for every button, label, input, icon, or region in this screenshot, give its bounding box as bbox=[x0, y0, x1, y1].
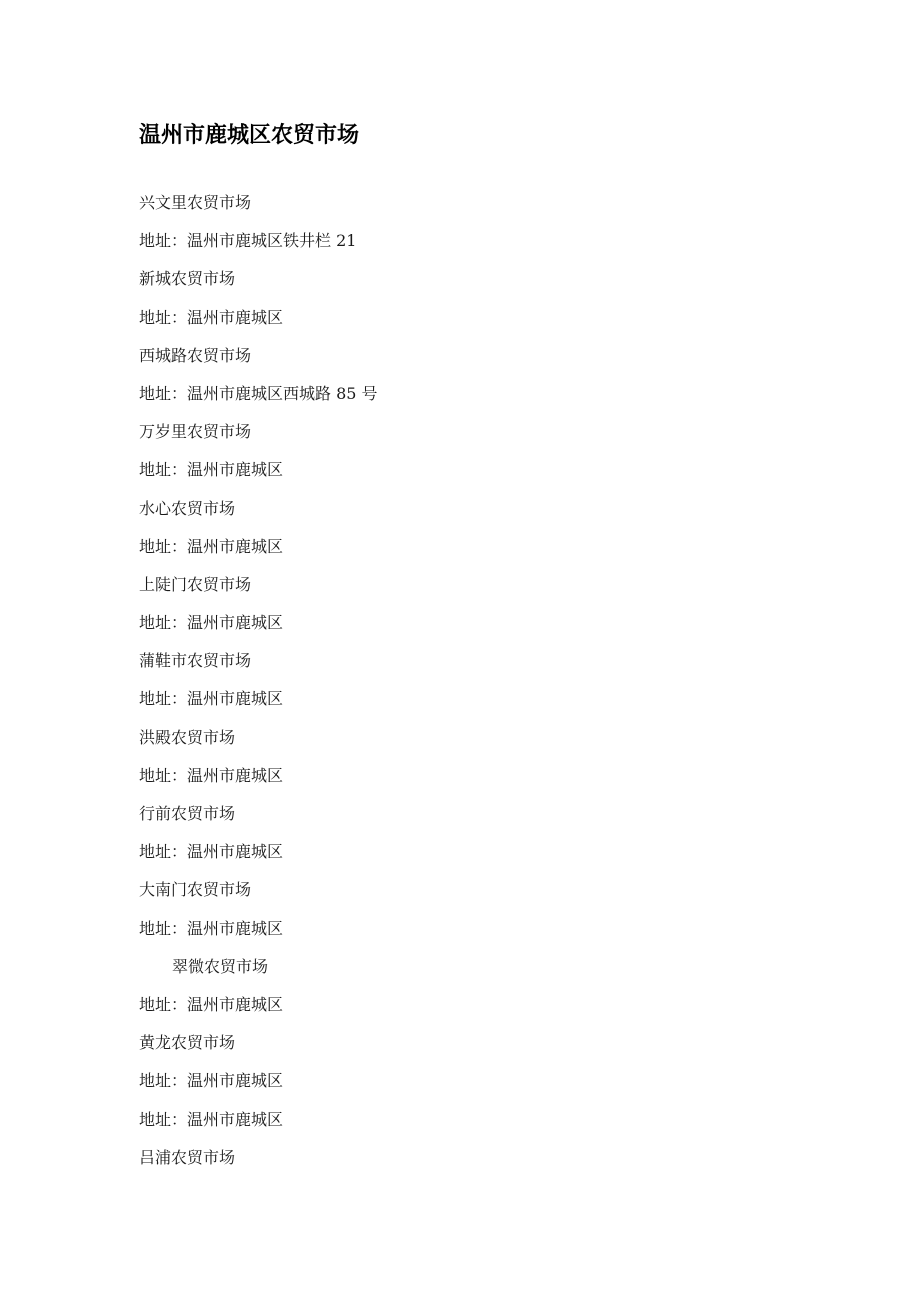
market-address: 吕浦农贸市场 bbox=[139, 1147, 236, 1167]
market-name: 万岁里农贸市场 bbox=[139, 422, 252, 442]
market-name: 黄龙农贸市场 bbox=[139, 1033, 236, 1053]
market-address: 地址：温州市鹿城区 bbox=[139, 1109, 284, 1129]
market-name: 西城路农贸市场 bbox=[139, 345, 252, 365]
market-name: 上陡门农贸市场 bbox=[139, 574, 252, 594]
market-address: 地址：温州市鹿城区 bbox=[139, 994, 284, 1014]
market-list bbox=[139, 189, 378, 1182]
market-address: 地址：温州市鹿城区 bbox=[139, 307, 284, 327]
market-name: 大南门农贸市场 bbox=[139, 880, 252, 900]
market-name: 行前农贸市场 bbox=[139, 804, 236, 823]
market-address: 地址：温州市鹿城区 bbox=[139, 918, 284, 938]
market-name: 兴文里农贸市场 bbox=[139, 193, 252, 212]
market-address: 地址：温州市鹿城区 bbox=[139, 460, 284, 480]
market-address: 地址：温州市鹿城区 bbox=[139, 765, 284, 785]
market-address: 地址：温州市鹿城区铁井栏 21 bbox=[139, 231, 357, 251]
market-address: 地址：温州市鹿城区 bbox=[139, 1071, 284, 1091]
market-name: 蒲鞋市农贸市场 bbox=[139, 651, 252, 671]
market-name: 翠微农贸市场 bbox=[172, 956, 269, 976]
document-title: 温州市鹿城区农贸市场 bbox=[139, 123, 360, 148]
market-name: 洪殿农贸市场 bbox=[139, 727, 236, 747]
market-address: 地址：温州市鹿城区 bbox=[139, 689, 284, 709]
market-address: 地址：温州市鹿城区 bbox=[139, 842, 284, 862]
market-name: 新城农贸市场 bbox=[139, 269, 236, 289]
market-address: 地址：温州市鹿城区 bbox=[139, 613, 284, 633]
market-address: 地址：温州市鹿城区西城路 85 号 bbox=[139, 383, 378, 403]
market-name: 水心农贸市场 bbox=[139, 498, 236, 518]
market-address: 地址：温州市鹿城区 bbox=[139, 536, 284, 556]
